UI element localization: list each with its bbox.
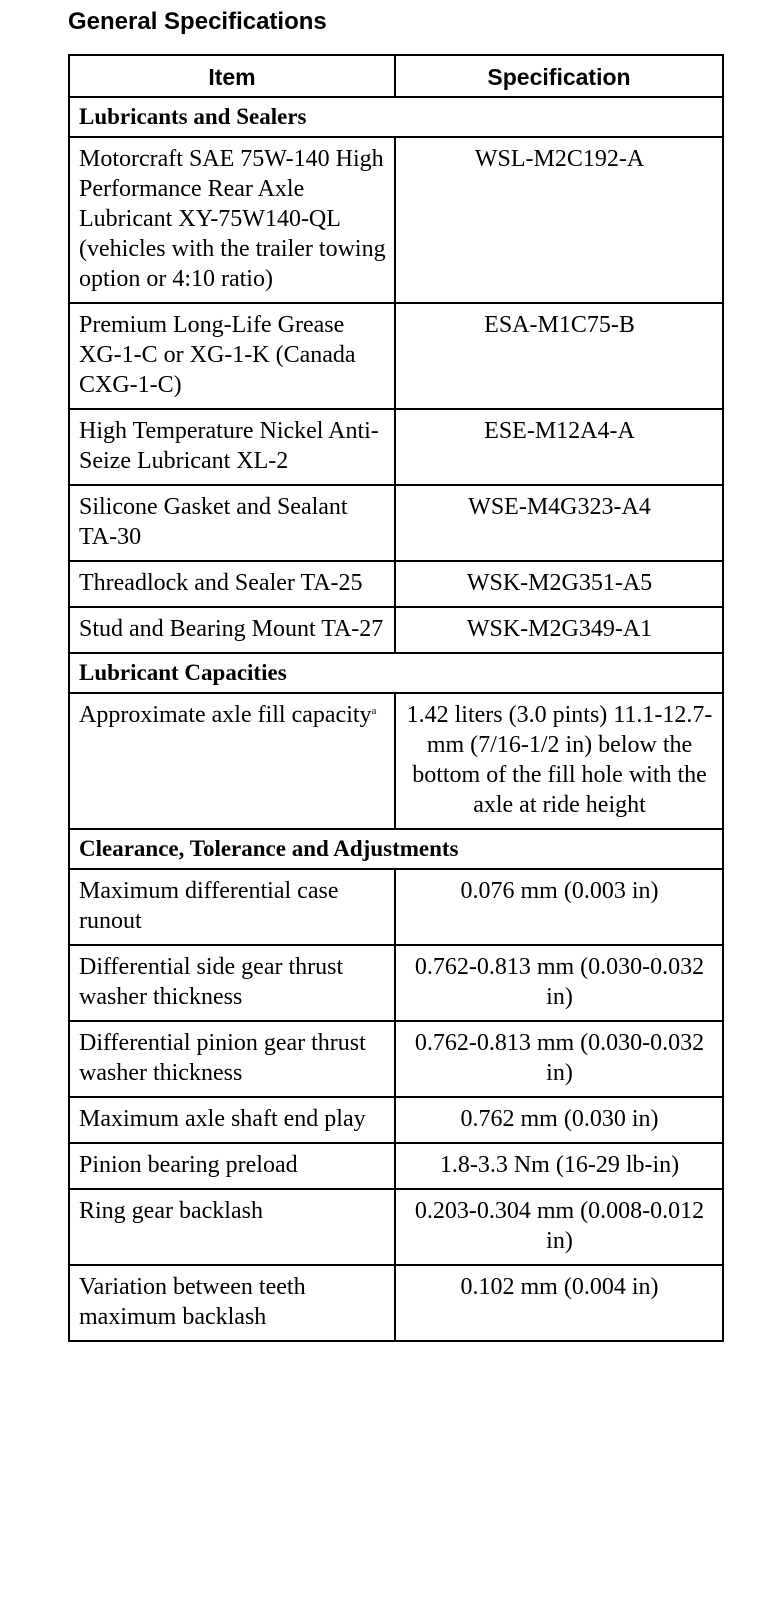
table-row (69, 409, 723, 485)
specification-cell: WSK-M2G351-A5 (395, 561, 723, 607)
column-header-item: Item (69, 55, 395, 97)
table-row (69, 869, 723, 945)
item-cell: Premium Long-Life Grease XG-1-C or XG-1-K (Canada CXG-1-C) (69, 303, 395, 409)
specification-cell: ESE-M12A4-A (395, 409, 723, 485)
item-cell: High Temperature Nickel Anti-Seize Lubricant XL-2 (69, 409, 395, 485)
section-title: Lubricants and Sealers (69, 97, 723, 137)
specification-cell: WSL-M2C192-A (395, 137, 723, 303)
table-row (69, 1021, 723, 1097)
section-header-lubricants-and-sealers (69, 97, 723, 137)
item-cell: Pinion bearing preload (69, 1143, 395, 1189)
item-cell: Variation between teeth maximum backlash (69, 1265, 395, 1341)
item-cell: Motorcraft SAE 75W-140 High Performance Rear Axle Lubricant XY-75W140-QL (vehicles with the trailer towing option or 4:10 ratio) (69, 137, 395, 303)
specification-cell: 1.42 liters (3.0 pints) 11.1-12.7-mm (7/16-1/2 in) below the bottom of the fill hole with the axle at ride height (395, 693, 723, 829)
item-cell: Silicone Gasket and Sealant TA-30 (69, 485, 395, 561)
column-header-specification: Specification (395, 55, 723, 97)
item-cell (69, 693, 395, 829)
table-row (69, 1265, 723, 1341)
section-title: Lubricant Capacities (69, 653, 723, 693)
section-title: Clearance, Tolerance and Adjustments (69, 829, 723, 869)
table-row (69, 137, 723, 303)
item-cell: Ring gear backlash (69, 1189, 395, 1265)
table-row (69, 693, 723, 829)
footnote-marker: a (371, 705, 377, 717)
table-row (69, 1143, 723, 1189)
table-row (69, 607, 723, 653)
item-cell: Threadlock and Sealer TA-25 (69, 561, 395, 607)
item-text: Approximate axle fill capacity (79, 702, 372, 728)
specification-cell: WSK-M2G349-A1 (395, 607, 723, 653)
specification-cell: 0.762-0.813 mm (0.030-0.032 in) (395, 945, 723, 1021)
table-row (69, 1189, 723, 1265)
specifications-table (68, 54, 724, 1342)
page-title: General Specifications (68, 8, 327, 35)
item-cell: Differential pinion gear thrust washer thickness (69, 1021, 395, 1097)
item-cell: Differential side gear thrust washer thickness (69, 945, 395, 1021)
specification-cell: 0.762-0.813 mm (0.030-0.032 in) (395, 1021, 723, 1097)
table-row (69, 945, 723, 1021)
specification-cell: 0.203-0.304 mm (0.008-0.012 in) (395, 1189, 723, 1265)
section-header-clearance-tolerance-adjustments (69, 829, 723, 869)
item-cell: Maximum differential case runout (69, 869, 395, 945)
table-row (69, 303, 723, 409)
item-cell: Stud and Bearing Mount TA-27 (69, 607, 395, 653)
table-header-row (69, 55, 723, 97)
table-row (69, 1097, 723, 1143)
specification-cell: ESA-M1C75-B (395, 303, 723, 409)
section-header-lubricant-capacities (69, 653, 723, 693)
specification-cell: 0.102 mm (0.004 in) (395, 1265, 723, 1341)
table-row (69, 561, 723, 607)
specification-cell: WSE-M4G323-A4 (395, 485, 723, 561)
item-cell: Maximum axle shaft end play (69, 1097, 395, 1143)
specification-cell: 0.076 mm (0.003 in) (395, 869, 723, 945)
specification-cell: 0.762 mm (0.030 in) (395, 1097, 723, 1143)
specification-cell: 1.8-3.3 Nm (16-29 lb-in) (395, 1143, 723, 1189)
table-row (69, 485, 723, 561)
